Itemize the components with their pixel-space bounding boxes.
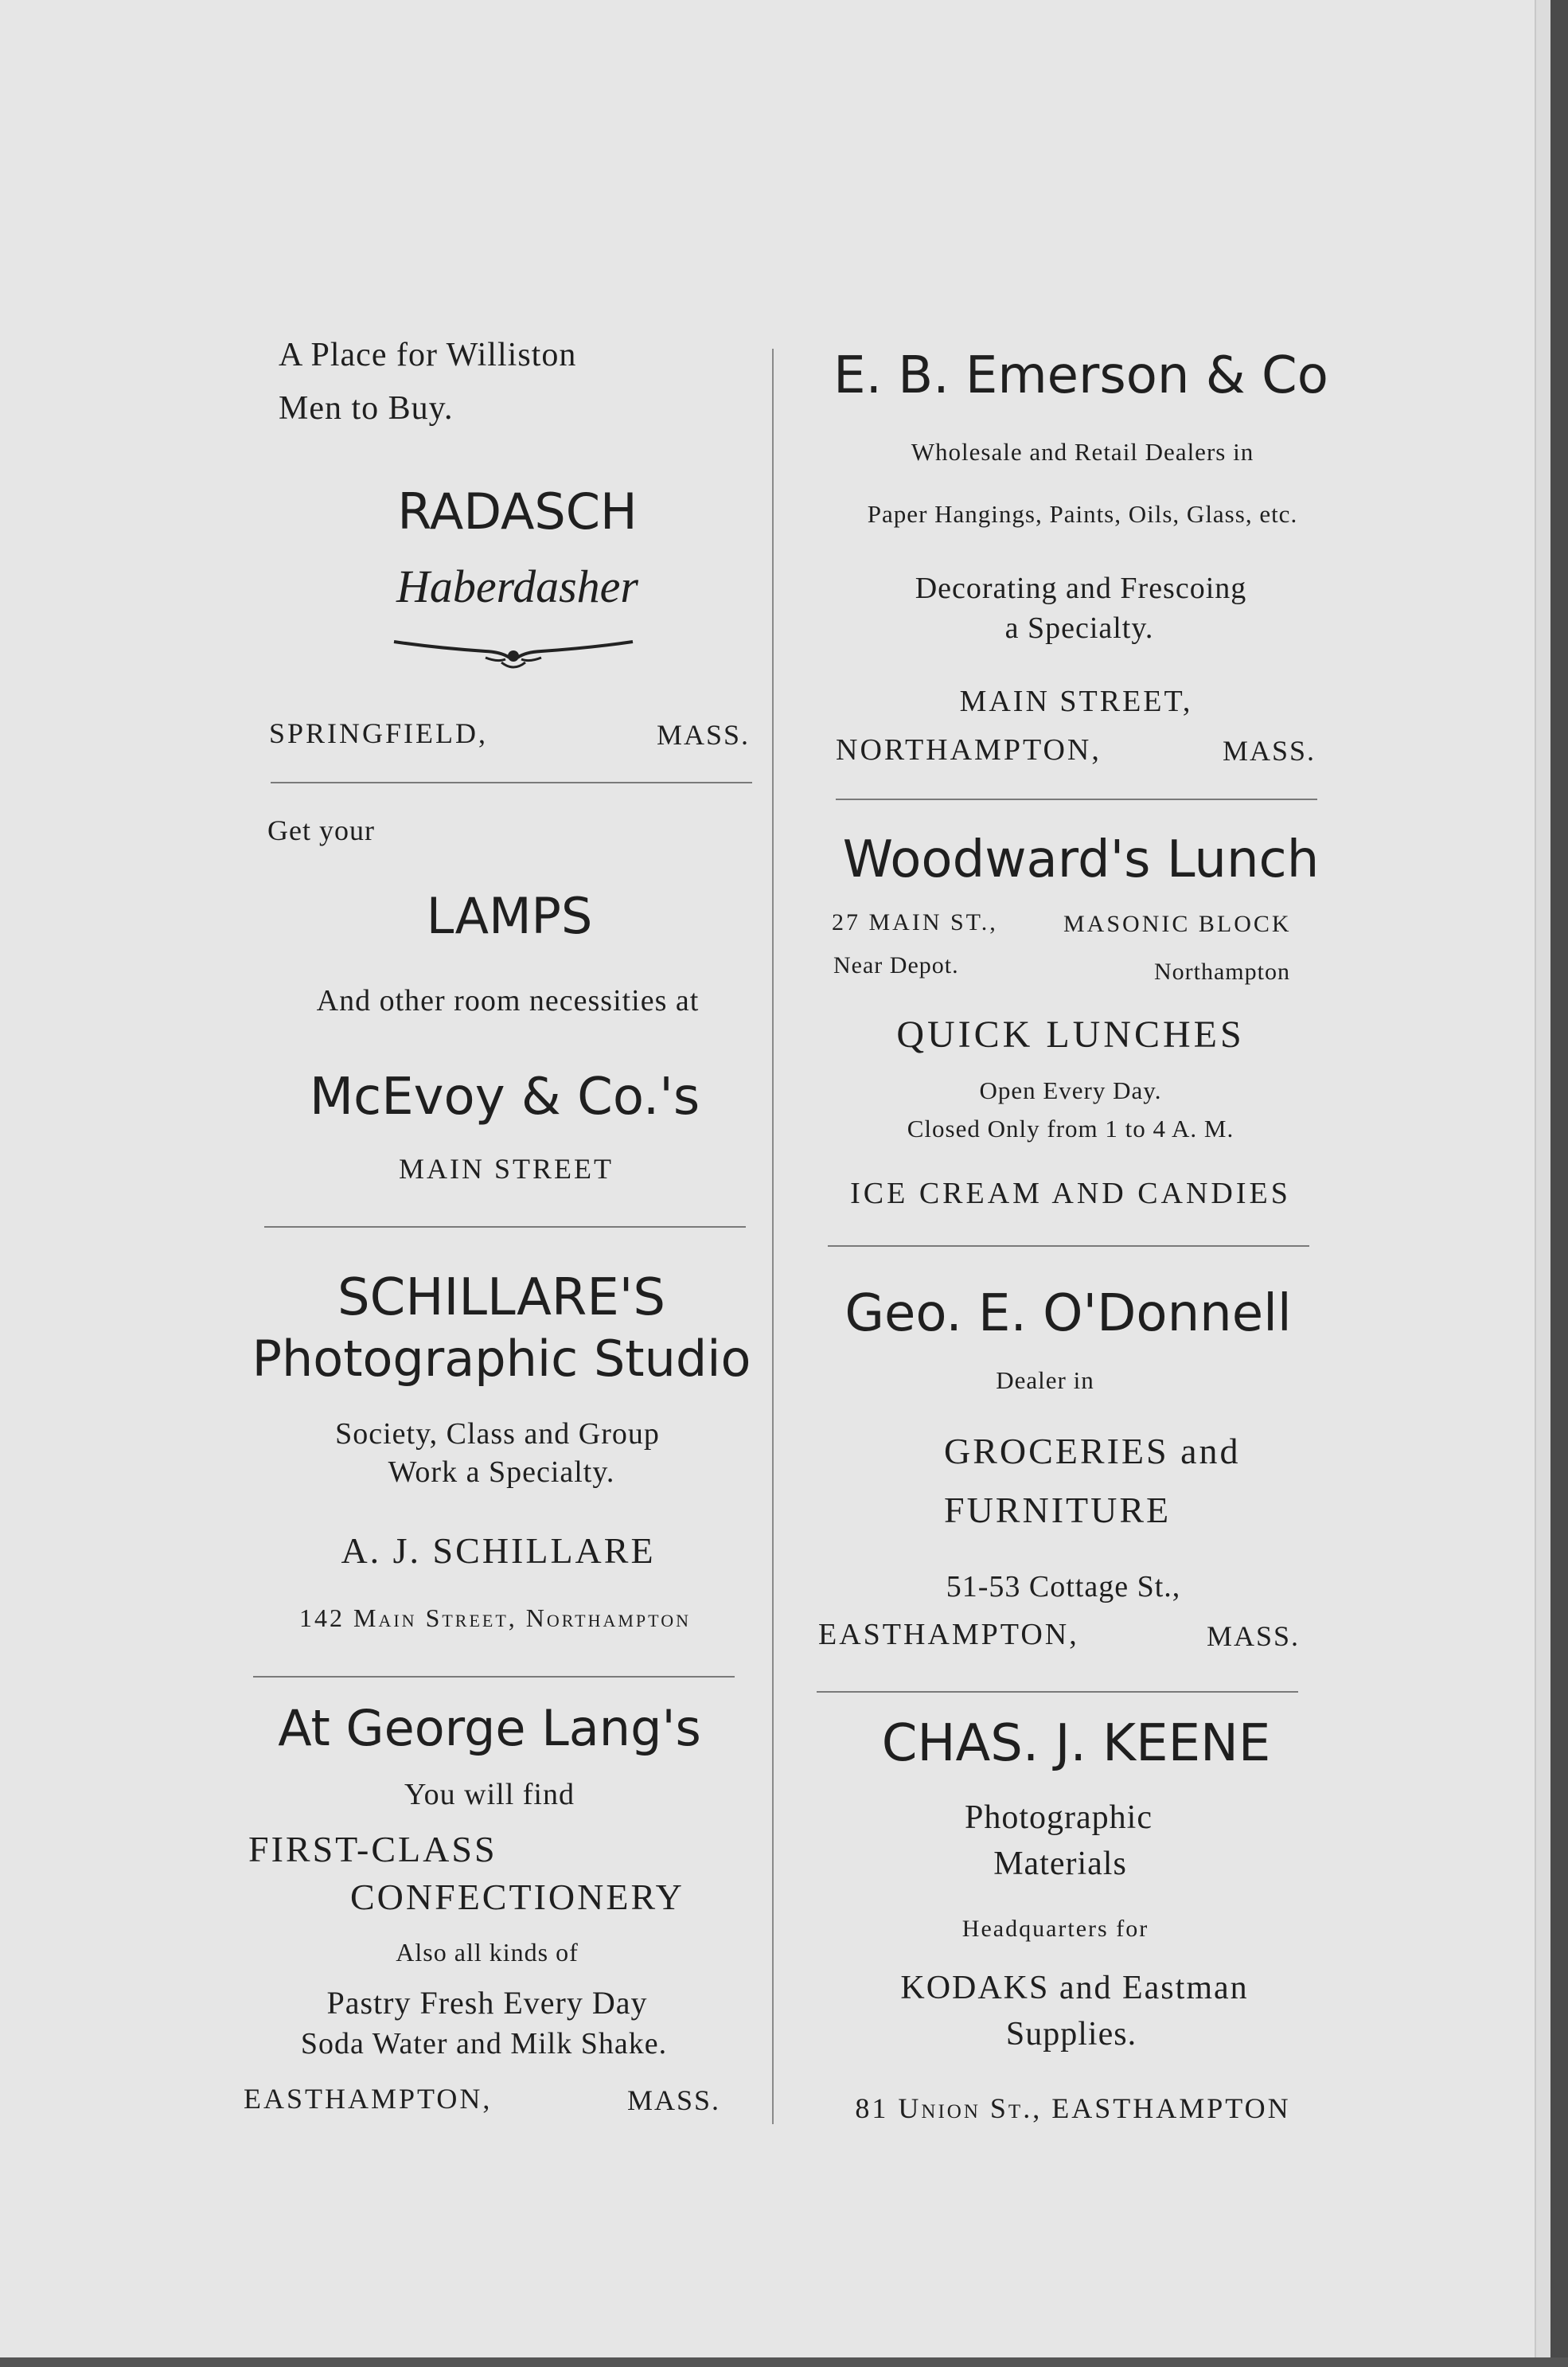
divider [836, 799, 1317, 800]
schillare-address: 142 Main Street, Northampton [299, 1603, 691, 1632]
woodward-addr-2: MASONIC BLOCK [1063, 911, 1292, 937]
page-gutter [1535, 0, 1550, 2367]
radasch-intro-1: A Place for Williston [279, 337, 577, 373]
emerson-line-2: Paper Hangings, Paints, Oils, Glass, etc. [867, 500, 1298, 528]
keene-line-4: KODAKS and Eastman [900, 1970, 1249, 2006]
divider [828, 1245, 1309, 1247]
keene-line-2: Materials [993, 1846, 1127, 1882]
woodward-town: Northampton [1154, 959, 1290, 985]
radasch-state: MASS. [657, 719, 751, 751]
mcevoy-name: McEvoy & Co.'s [309, 1068, 700, 1127]
emerson-line-1: Wholesale and Retail Dealers in [911, 438, 1254, 466]
woodward-name: Woodward's Lunch [842, 830, 1320, 889]
woodward-near: Near Depot. [833, 952, 959, 978]
radasch-name: RADASCH [397, 482, 638, 541]
bottom-edge [0, 2357, 1568, 2367]
radasch-city: SPRINGFIELD, [269, 717, 489, 749]
lang-line-6: Soda Water and Milk Shake. [300, 2027, 668, 2060]
emerson-street: MAIN STREET, [959, 685, 1193, 718]
schillare-name: SCHILLARE'S [337, 1268, 665, 1327]
lang-line-5: Pastry Fresh Every Day [326, 1985, 648, 2021]
keene-line-1: Photographic [965, 1799, 1153, 1836]
woodward-addr-1: 27 MAIN ST., [832, 909, 998, 935]
schillare-line-2: Work a Specialty. [388, 1455, 615, 1489]
schillare-studio: Photographic Studio [252, 1330, 751, 1388]
radasch-trade: Haberdasher [396, 561, 638, 612]
woodward-line-1: Open Every Day. [979, 1076, 1162, 1104]
emerson-line-4: a Specialty. [1004, 611, 1154, 645]
lang-line-3: CONFECTIONERY [350, 1877, 685, 1917]
emerson-name: E. B. Emerson & Co [833, 346, 1328, 405]
odonnell-address: 51-53 Cottage St., [946, 1570, 1181, 1603]
radasch-intro-2: Men to Buy. [279, 390, 454, 427]
schillare-line-1: Society, Class and Group [335, 1417, 660, 1451]
divider [271, 782, 752, 783]
woodward-line-2: Closed Only from 1 to 4 A. M. [907, 1115, 1235, 1142]
divider [253, 1676, 735, 1678]
odonnell-state: MASS. [1207, 1620, 1301, 1652]
keene-address: 81 Union St., EASTHAMPTON [855, 2092, 1291, 2124]
odonnell-city: EASTHAMPTON, [818, 1618, 1079, 1651]
lang-line-1: You will find [404, 1778, 575, 1811]
emerson-state: MASS. [1223, 735, 1316, 767]
lang-line-4: Also all kinds of [396, 1938, 579, 1967]
emerson-line-3: Decorating and Frescoing [915, 572, 1247, 605]
woodward-headline: QUICK LUNCHES [896, 1014, 1245, 1056]
keene-name: CHAS. J. KEENE [881, 1714, 1271, 1773]
divider [817, 1691, 1298, 1693]
keene-line-3: Headquarters for [961, 1916, 1149, 1942]
odonnell-line-1: Dealer in [996, 1366, 1094, 1394]
lang-name: At George Lang's [278, 1699, 701, 1757]
column-divider [772, 349, 774, 2124]
mcevoy-street: MAIN STREET [399, 1153, 614, 1185]
page-edge [1550, 0, 1568, 2367]
woodward-line-3: ICE CREAM AND CANDIES [850, 1177, 1291, 1210]
lang-state: MASS. [627, 2084, 721, 2116]
schillare-owner: A. J. SCHILLARE [341, 1530, 656, 1571]
odonnell-line-3: FURNITURE [944, 1490, 1172, 1530]
odonnell-name: Geo. E. O'Donnell [844, 1284, 1292, 1343]
lang-line-2: FIRST-CLASS [248, 1829, 497, 1869]
emerson-city: NORTHAMPTON, [836, 733, 1102, 767]
odonnell-line-2: GROCERIES and [944, 1431, 1241, 1471]
mcevoy-product: LAMPS [426, 887, 593, 945]
mcevoy-intro: Get your [267, 814, 375, 846]
lang-city: EASTHAMPTON, [244, 2083, 493, 2115]
mcevoy-line: And other room necessities at [316, 984, 700, 1017]
ornament-icon [390, 627, 637, 672]
keene-line-5: Supplies. [1005, 2016, 1137, 2053]
divider [264, 1226, 746, 1228]
